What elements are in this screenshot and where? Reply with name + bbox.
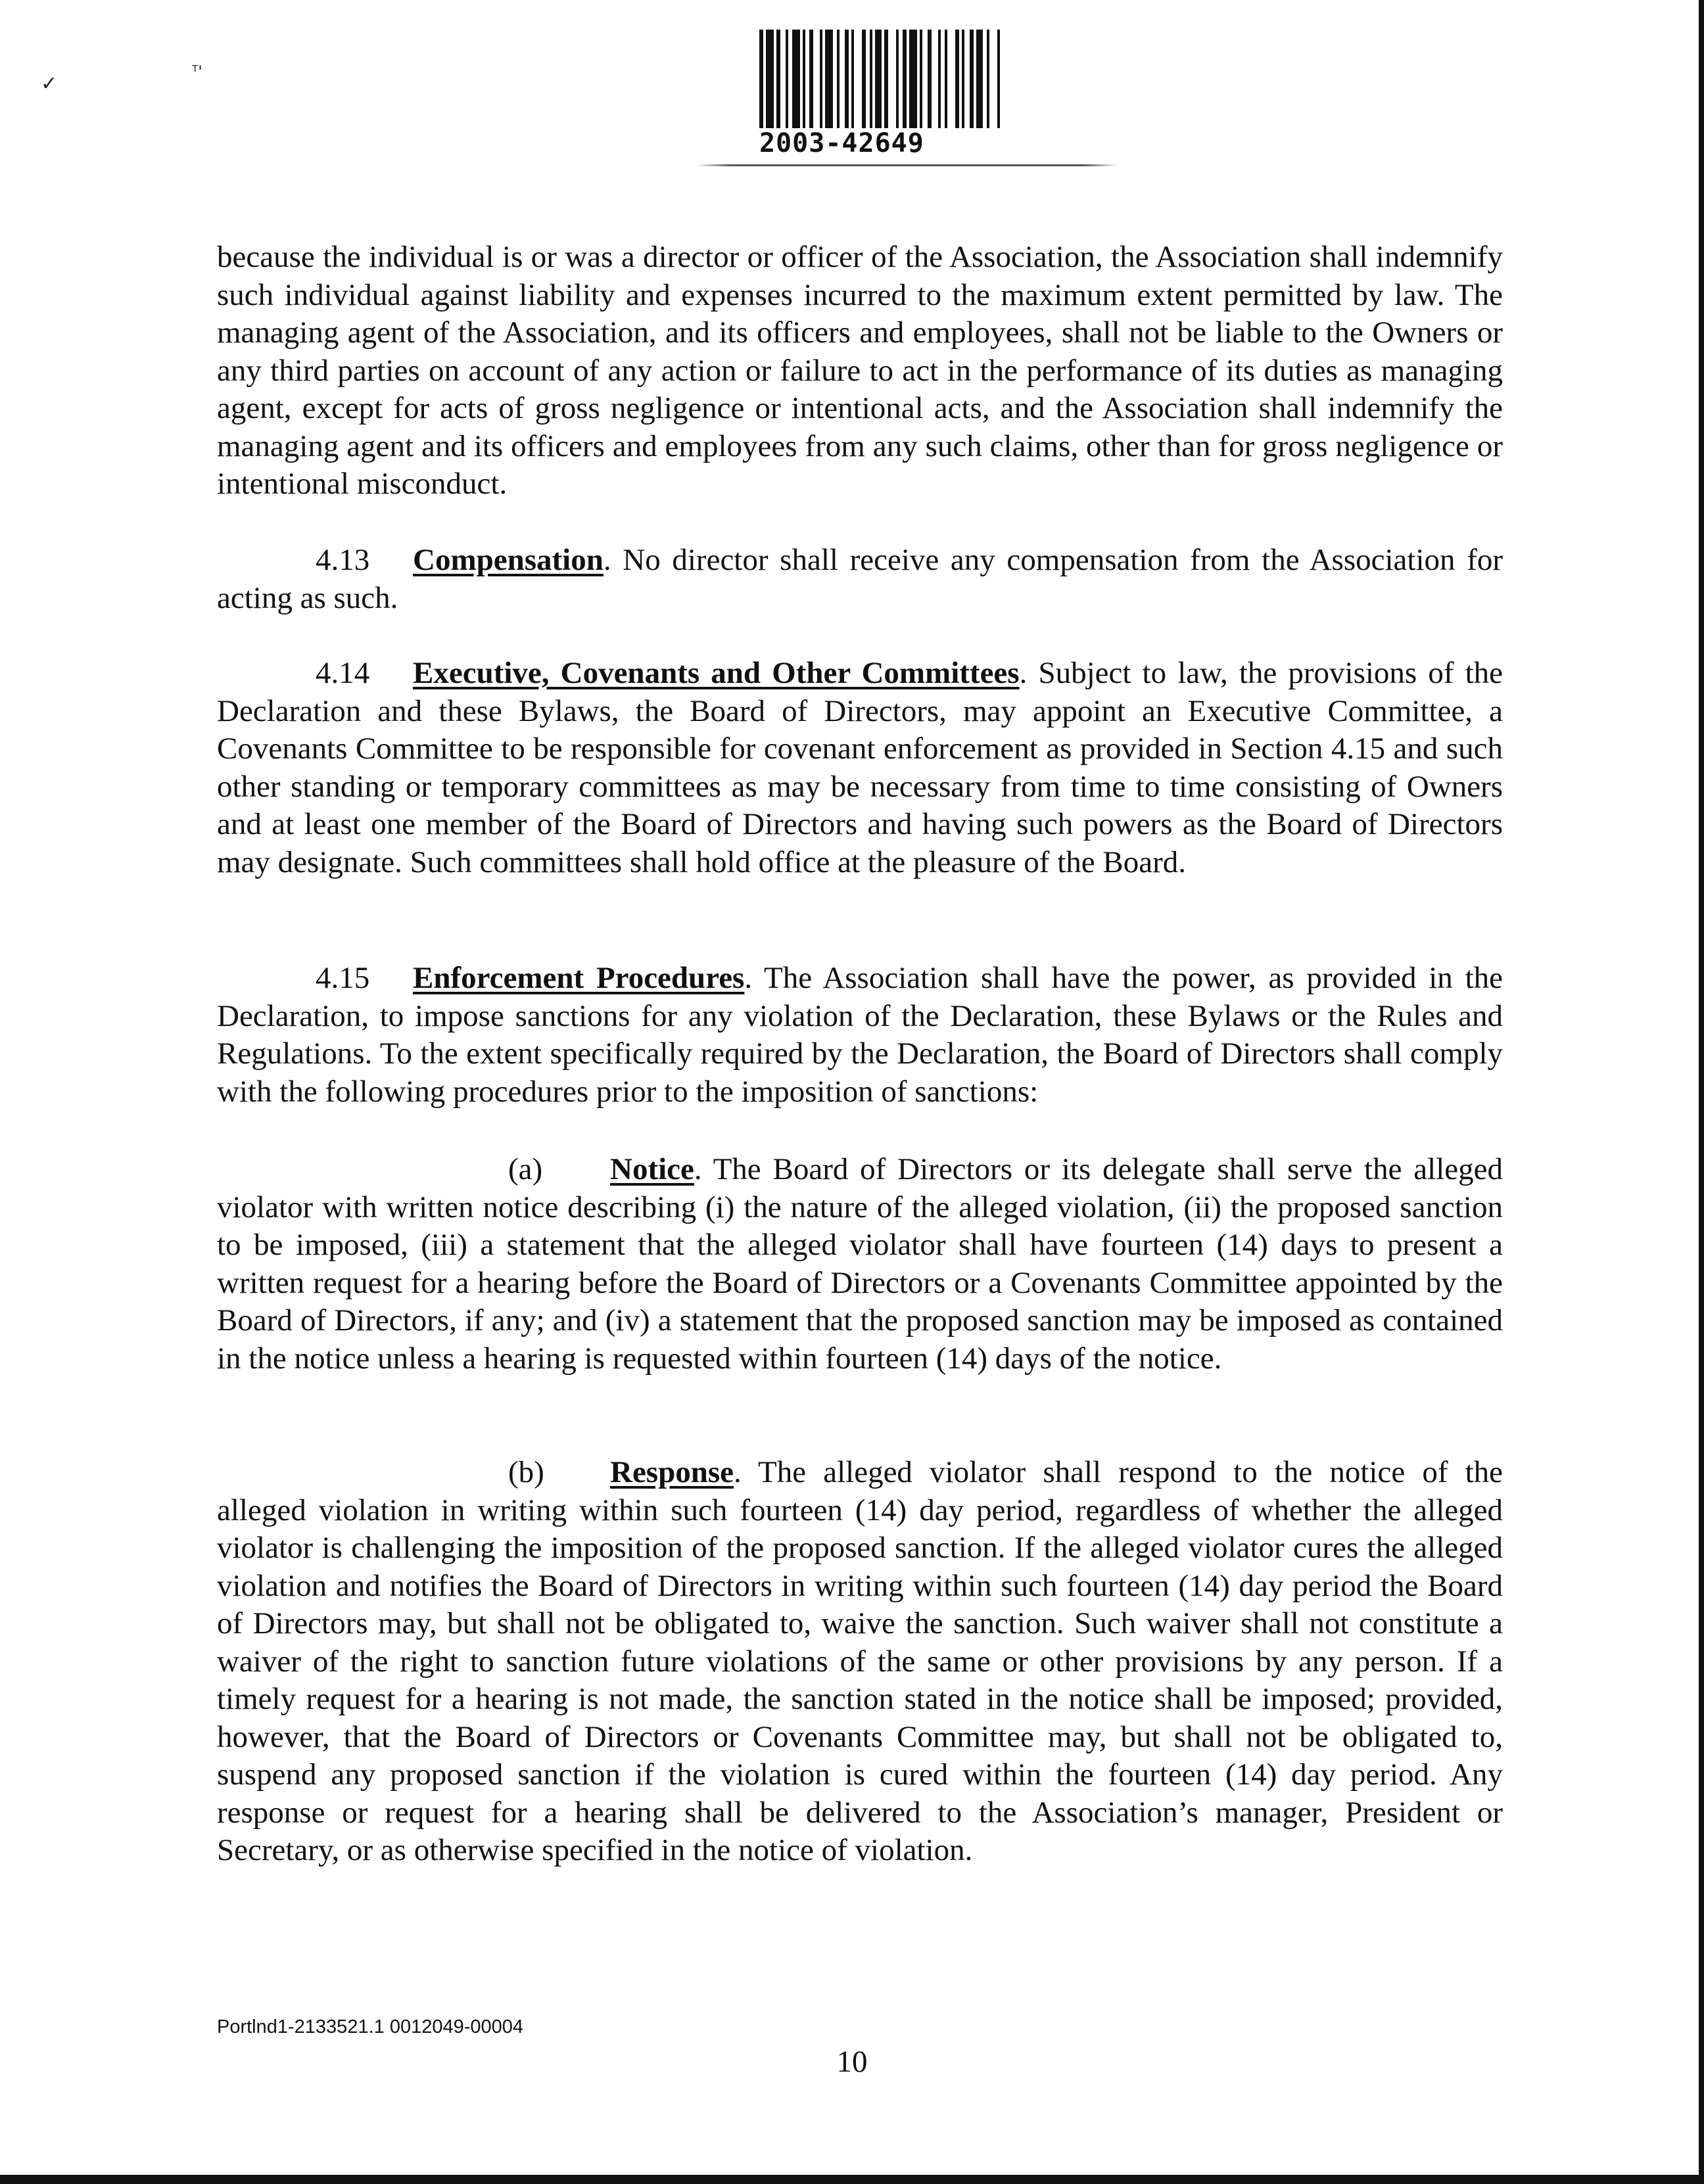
subsection-number: (b) xyxy=(508,1455,544,1489)
page-number: 10 xyxy=(836,2045,868,2079)
subsection-heading: Response xyxy=(610,1455,734,1489)
scan-border-bottom xyxy=(0,2175,1704,2184)
subsection-text: . The alleged violator shall respond to the notice of the alleged violation in writing within such fourteen (14) day period, regardless of whether the alleged violator is challenging the imposition of the proposed sanction. If the alleged violator cures the alleged violation and notifies the Board of Directors in writing within such fourteen (14) day period the Board of Directors may, but shall not be obligated to, waive the sanction. Such waiver shall not constitute a waiver of the right to sanction future violations of the same or other provisions by any person. If a timely request for a hearing is not made, the sanction stated in the notice shall be imposed; provided, however, that the Board of Directors or Covenants Committee may, but shall not be obligated to, suspend any proposed sanction if the violation is cured within the fourteen (14) day period. Any response or request for a hearing shall be delivered to the Association’s manager, President or Secretary, or as otherwise specified in the notice of violation. xyxy=(217,1455,1503,1867)
section-heading: Enforcement Procedures xyxy=(413,961,745,995)
scan-border-right xyxy=(1699,0,1704,2184)
subsection-text: . The Board of Directors or its delegate shall serve the alleged violator with written notice describing (i) the nature of the alleged violation, (ii) the proposed sanction to be imposed, (iii) a statement that the alleged violator shall have fourteen (14) days to present a written request for a hearing before the Board of Directors or a Covenants Committee appointed by the Board of Directors, if any; and (iv) a statement that the proposed sanction may be imposed as contained in the notice unless a hearing is requested within fourteen (14) days of the notice. xyxy=(217,1152,1503,1376)
subsection-number: (a) xyxy=(508,1152,543,1186)
section-text: . The Association shall have the power, as provided in the Declaration, to impose sanctions for any violation of the Declaration, these Bylaws or the Rules and Regulations. To the extent specifically required by the Declaration, the Board of Directors shall comply with the following procedures prior to the imposition of sanctions: xyxy=(217,961,1503,1109)
scan-mark-left: ✓ xyxy=(41,72,58,95)
barcode-stamp xyxy=(697,0,1118,177)
section-heading: Executive, Covenants and Other Committees xyxy=(413,656,1020,690)
section-number: 4.13 xyxy=(316,543,370,577)
subsection-b-response xyxy=(217,1454,1503,1870)
section-heading: Compensation xyxy=(413,543,604,577)
section-4-14 xyxy=(217,655,1503,881)
subsection-heading: Notice xyxy=(610,1152,694,1186)
section-number: 4.15 xyxy=(316,961,370,995)
subsection-a-notice xyxy=(217,1151,1503,1378)
section-number: 4.14 xyxy=(316,656,370,690)
section-text: . No director shall receive any compensation from the Association for acting as such. xyxy=(217,543,1503,615)
paragraph-indemnification-continued: because the individual is or was a director or officer of the Association, the Association shall indemnify such individual against liability and expenses incurred to the maximum extent permitted by law. The managing agent of the Association, and its officers and employees, shall not be liable to the Owners or any third parties on account of any action or failure to act in the performance of its duties as managing agent, except for acts of gross negligence or intentional acts, and the Association shall indemnify the managing agent and its officers and employees from any such claims, other than for gross negligence or intentional misconduct. xyxy=(217,240,1503,501)
footer-document-id: Portlnd1-2133521.1 0012049-00004 xyxy=(217,2016,524,2037)
barcode-number: 2003-42649 xyxy=(759,128,924,158)
barcode-icon xyxy=(759,30,1095,128)
barcode-underline xyxy=(697,164,1118,166)
scan-mark-right: ᵀ' xyxy=(192,62,202,81)
section-text: . Subject to law, the provisions of the Declaration and these Bylaws, the Board of Directors, may appoint an Executive Committee, a Covenants Committee to be responsible for covenant enforcement as provided in Section 4.15 and such other standing or temporary committees as may be necessary from time to time consisting of Owners and at least one member of the Board of Directors and having such powers as the Board of Directors may designate. Such committees shall hold office at the pleasure of the Board. xyxy=(217,656,1503,879)
section-4-15 xyxy=(217,960,1503,1111)
section-4-13 xyxy=(217,542,1503,617)
